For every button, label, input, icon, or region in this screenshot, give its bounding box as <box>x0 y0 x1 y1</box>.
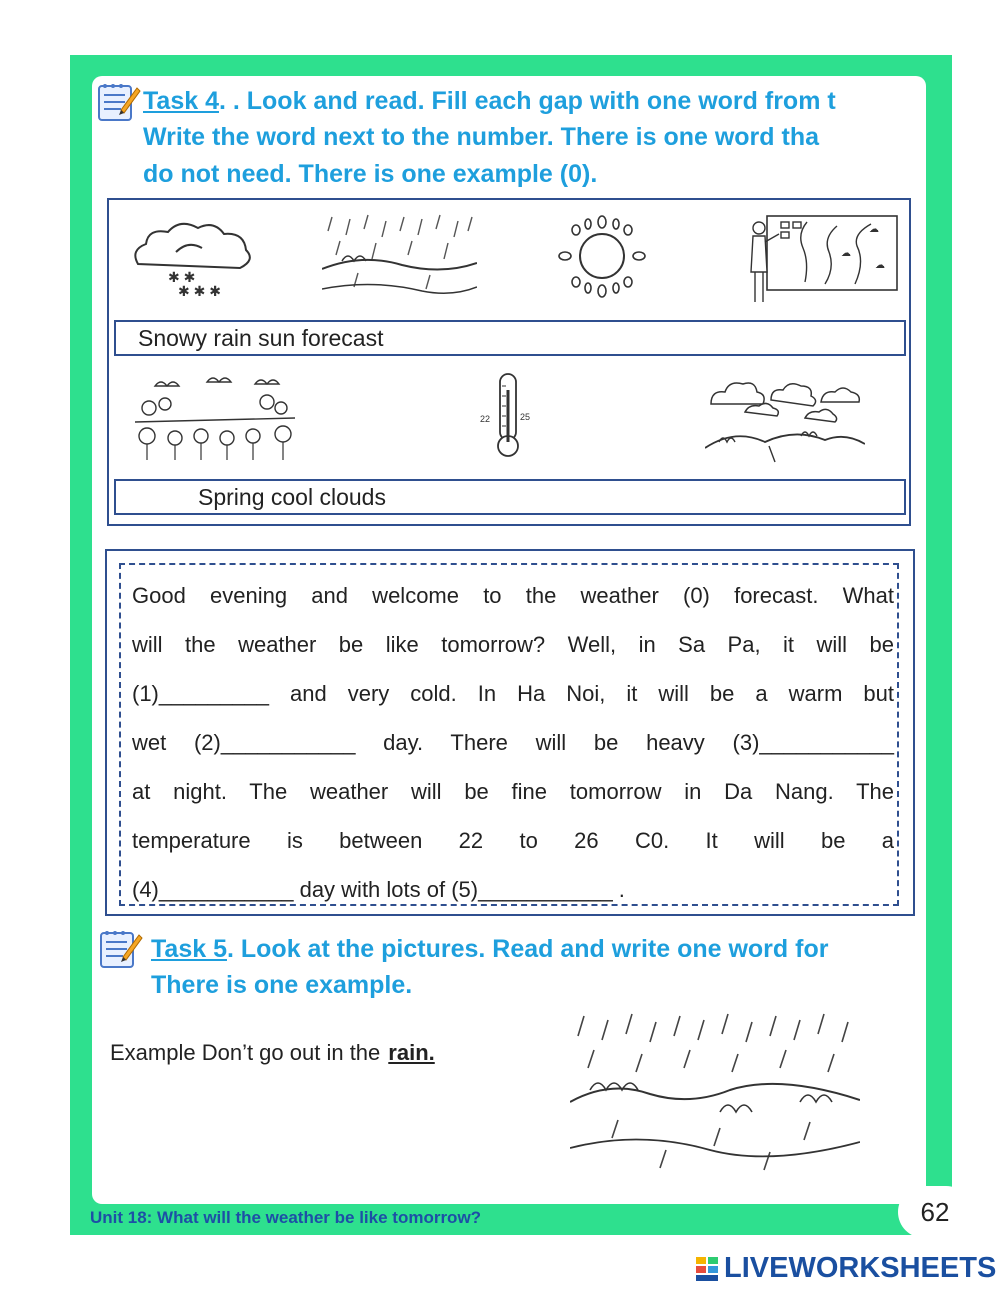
paragraph-line-4: wet (2)___________ day. There will be heavy (3)___________ <box>132 730 894 755</box>
word-bank-strip-2 <box>114 479 906 515</box>
task4-heading-line2: Write the word next to the number. There is one word tha <box>143 123 820 151</box>
svg-text:✱ ✱ ✱: ✱ ✱ ✱ <box>178 283 221 299</box>
notepad-pencil-icon <box>95 80 141 122</box>
paragraph-line-3: (1)_________ and very cold. In Ha Noi, it will be a warm but <box>132 681 894 706</box>
word-bank-words-1: Snowy rain sun forecast <box>138 325 384 351</box>
weather-forecast-icon <box>745 212 900 304</box>
task4-heading-line1 <box>143 87 953 116</box>
thermometer-left-label: 22 <box>480 414 491 424</box>
paragraph-line-1: Good evening and welcome to the weather (0) forecast. What <box>132 583 894 608</box>
rain-scene-icon <box>322 213 477 303</box>
clouds-hills-icon <box>705 372 865 468</box>
task4-instruction-start: . . Look and read. Fill each gap with one word from t <box>218 87 836 115</box>
paragraph-line-5: at night. The weather will be fine tomorrow in Da Nang. The <box>132 779 894 804</box>
word-bank-words-2: Spring cool clouds <box>198 484 386 510</box>
example-sentence <box>110 1040 435 1066</box>
svg-text:✱ ✱: ✱ ✱ <box>168 269 196 285</box>
unit-title-footer: Unit 18: What will the weather be like tomorrow? <box>90 1208 482 1227</box>
svg-text:☁: ☁ <box>875 260 885 271</box>
example-text: Example Don’t go out in the <box>110 1040 381 1065</box>
task4-heading-line3: do not need. There is one example (0). <box>143 160 598 188</box>
snowy-cloud-icon <box>128 212 258 300</box>
notepad-pencil-icon <box>97 927 143 969</box>
task5-heading-line2: There is one example. <box>151 971 413 999</box>
example-answer: rain. <box>388 1040 435 1065</box>
word-bank-strip-1 <box>114 320 906 356</box>
paragraph-line-2: will the weather be like tomorrow? Well, in Sa Pa, it will be <box>132 632 894 657</box>
page-number: 62 <box>898 1186 972 1238</box>
task5-label: Task 5 <box>151 935 227 963</box>
task5-instruction-start: . Look at the pictures. Read and write one word for <box>226 935 829 963</box>
liveworksheets-logo-icon <box>694 1256 720 1282</box>
thermometer-icon <box>478 370 538 460</box>
paragraph-line-7: (4)___________ day with lots of (5)___________ . <box>132 877 625 902</box>
paragraph-line-6: temperature is between 22 to 26 C0. It will be a <box>132 828 894 853</box>
sun-icon <box>555 214 650 299</box>
svg-text:☁: ☁ <box>869 224 879 235</box>
task4-label: Task 4 <box>143 87 219 115</box>
rain-scene-icon <box>570 1010 860 1178</box>
svg-text:☁: ☁ <box>841 248 851 259</box>
thermometer-right-label: 25 <box>520 412 531 422</box>
liveworksheets-brand-text: LIVEWORKSHEETS <box>724 1252 997 1284</box>
spring-garden-icon <box>135 372 300 464</box>
task5-heading-line1 <box>151 935 948 964</box>
